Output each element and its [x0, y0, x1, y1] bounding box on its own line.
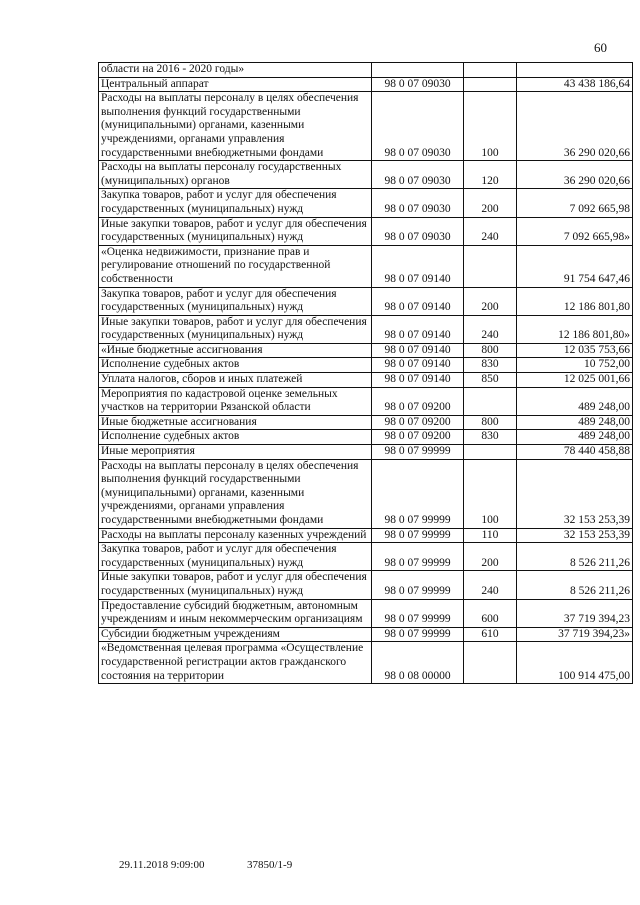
- row-expense-type: 200: [464, 189, 517, 217]
- row-expense-type: 240: [464, 571, 517, 599]
- row-code: 98 0 07 09030: [372, 217, 464, 245]
- row-amount: 12 035 753,66: [517, 343, 633, 358]
- row-expense-type: 830: [464, 430, 517, 445]
- table-row: [99, 543, 633, 571]
- row-expense-type: 200: [464, 543, 517, 571]
- row-expense-type: [464, 63, 517, 78]
- table-row: [99, 161, 633, 189]
- row-expense-type: 610: [464, 627, 517, 642]
- table-row: [99, 571, 633, 599]
- budget-table: [98, 62, 633, 684]
- footer-timestamp: 29.11.2018 9:09:00: [119, 859, 205, 871]
- row-amount: 8 526 211,26: [517, 543, 633, 571]
- row-expense-type: 850: [464, 373, 517, 388]
- row-name: Центральный аппарат: [99, 77, 372, 92]
- row-expense-type: 110: [464, 528, 517, 543]
- row-code: 98 0 07 09030: [372, 77, 464, 92]
- row-name: Расходы на выплаты персоналу государственных (муниципальных) органов: [99, 161, 372, 189]
- table-row: [99, 445, 633, 460]
- row-name: Исполнение судебных актов: [99, 430, 372, 445]
- table-row: [99, 642, 633, 684]
- row-expense-type: 830: [464, 358, 517, 373]
- row-name: области на 2016 - 2020 годы»: [99, 63, 372, 78]
- table-row: [99, 415, 633, 430]
- table-row: [99, 387, 633, 415]
- table-row: [99, 430, 633, 445]
- row-code: 98 0 07 09030: [372, 92, 464, 161]
- row-name: Исполнение судебных актов: [99, 358, 372, 373]
- row-code: 98 0 07 99999: [372, 459, 464, 528]
- page-number: 60: [594, 40, 607, 55]
- row-name: Расходы на выплаты персоналу казенных учреждений: [99, 528, 372, 543]
- row-code: 98 0 07 99999: [372, 445, 464, 460]
- row-amount: 37 719 394,23»: [517, 627, 633, 642]
- table-row: [99, 245, 633, 287]
- row-name: Иные мероприятия: [99, 445, 372, 460]
- row-expense-type: [464, 642, 517, 684]
- table-row: [99, 373, 633, 388]
- table-row: [99, 63, 633, 78]
- row-name: Иные закупки товаров, работ и услуг для обеспечения государственных (муниципальных) нужд: [99, 315, 372, 343]
- row-expense-type: 800: [464, 415, 517, 430]
- table-row: [99, 343, 633, 358]
- row-code: 98 0 07 99999: [372, 599, 464, 627]
- table-row: [99, 217, 633, 245]
- row-amount: 78 440 458,88: [517, 445, 633, 460]
- row-amount: 36 290 020,66: [517, 161, 633, 189]
- row-code: 98 0 07 09140: [372, 245, 464, 287]
- row-code: 98 0 07 99999: [372, 543, 464, 571]
- row-name: Расходы на выплаты персоналу в целях обеспечения выполнения функций государственными (муниципальными) органами, казенными учреждениями, органами управления государственными внебюджетными фондами: [99, 459, 372, 528]
- row-amount: 489 248,00: [517, 430, 633, 445]
- table-row: [99, 315, 633, 343]
- row-expense-type: 100: [464, 92, 517, 161]
- row-amount: 91 754 647,46: [517, 245, 633, 287]
- row-amount: 7 092 665,98: [517, 189, 633, 217]
- row-code: 98 0 07 09200: [372, 415, 464, 430]
- row-amount: 12 186 801,80»: [517, 315, 633, 343]
- row-amount: 10 752,00: [517, 358, 633, 373]
- row-amount: 43 438 186,64: [517, 77, 633, 92]
- row-amount: 8 526 211,26: [517, 571, 633, 599]
- table-row: [99, 287, 633, 315]
- row-expense-type: 240: [464, 315, 517, 343]
- row-amount: [517, 63, 633, 78]
- row-amount: 489 248,00: [517, 387, 633, 415]
- row-code: 98 0 07 09140: [372, 343, 464, 358]
- row-name: «Иные бюджетные ассигнования: [99, 343, 372, 358]
- row-name: Иные закупки товаров, работ и услуг для обеспечения государственных (муниципальных) нужд: [99, 571, 372, 599]
- row-code: 98 0 07 99999: [372, 571, 464, 599]
- row-code: 98 0 07 09200: [372, 430, 464, 445]
- table-row: [99, 92, 633, 161]
- row-code: 98 0 07 09140: [372, 315, 464, 343]
- row-amount: 7 092 665,98»: [517, 217, 633, 245]
- row-name: Мероприятия по кадастровой оценке земельных участков на территории Рязанской области: [99, 387, 372, 415]
- row-expense-type: 800: [464, 343, 517, 358]
- row-expense-type: 600: [464, 599, 517, 627]
- table-row: [99, 528, 633, 543]
- row-code: 98 0 07 99999: [372, 528, 464, 543]
- row-code: 98 0 07 09200: [372, 387, 464, 415]
- row-code: 98 0 07 09140: [372, 373, 464, 388]
- row-code: [372, 63, 464, 78]
- row-name: Предоставление субсидий бюджетным, автономным учреждениям и иным некоммерческим организациям: [99, 599, 372, 627]
- row-name: Закупка товаров, работ и услуг для обеспечения государственных (муниципальных) нужд: [99, 543, 372, 571]
- row-code: 98 0 07 09030: [372, 189, 464, 217]
- row-amount: 32 153 253,39: [517, 459, 633, 528]
- row-name: Субсидии бюджетным учреждениям: [99, 627, 372, 642]
- table-row: [99, 459, 633, 528]
- row-amount: 12 025 001,66: [517, 373, 633, 388]
- row-amount: 36 290 020,66: [517, 92, 633, 161]
- row-expense-type: 200: [464, 287, 517, 315]
- table-row: [99, 599, 633, 627]
- table-row: [99, 627, 633, 642]
- row-name: «Оценка недвижимости, признание прав и регулирование отношений по государственной собственности: [99, 245, 372, 287]
- row-code: 98 0 07 09030: [372, 161, 464, 189]
- row-expense-type: [464, 77, 517, 92]
- row-name: Закупка товаров, работ и услуг для обеспечения государственных (муниципальных) нужд: [99, 287, 372, 315]
- row-name: Иные закупки товаров, работ и услуг для обеспечения государственных (муниципальных) нужд: [99, 217, 372, 245]
- row-code: 98 0 08 00000: [372, 642, 464, 684]
- row-name: Иные бюджетные ассигнования: [99, 415, 372, 430]
- row-code: 98 0 07 99999: [372, 627, 464, 642]
- row-name: «Ведомственная целевая программа «Осуществление государственной регистрации актов гражданского состояния на территории: [99, 642, 372, 684]
- row-name: Закупка товаров, работ и услуг для обеспечения государственных (муниципальных) нужд: [99, 189, 372, 217]
- row-expense-type: [464, 387, 517, 415]
- row-expense-type: 100: [464, 459, 517, 528]
- row-amount: 489 248,00: [517, 415, 633, 430]
- row-expense-type: 120: [464, 161, 517, 189]
- budget-table-body: [99, 63, 633, 684]
- table-row: [99, 189, 633, 217]
- table-row: [99, 358, 633, 373]
- table-row: [99, 77, 633, 92]
- row-expense-type: 240: [464, 217, 517, 245]
- row-amount: 12 186 801,80: [517, 287, 633, 315]
- row-code: 98 0 07 09140: [372, 358, 464, 373]
- row-name: Уплата налогов, сборов и иных платежей: [99, 373, 372, 388]
- footer-document-id: 37850/1-9: [247, 859, 293, 871]
- row-amount: 37 719 394,23: [517, 599, 633, 627]
- row-code: 98 0 07 09140: [372, 287, 464, 315]
- row-expense-type: [464, 245, 517, 287]
- row-amount: 100 914 475,00: [517, 642, 633, 684]
- row-name: Расходы на выплаты персоналу в целях обеспечения выполнения функций государственными (муниципальными) органами, казенными учреждениями, органами управления государственными внебюджетными фондами: [99, 92, 372, 161]
- row-expense-type: [464, 445, 517, 460]
- row-amount: 32 153 253,39: [517, 528, 633, 543]
